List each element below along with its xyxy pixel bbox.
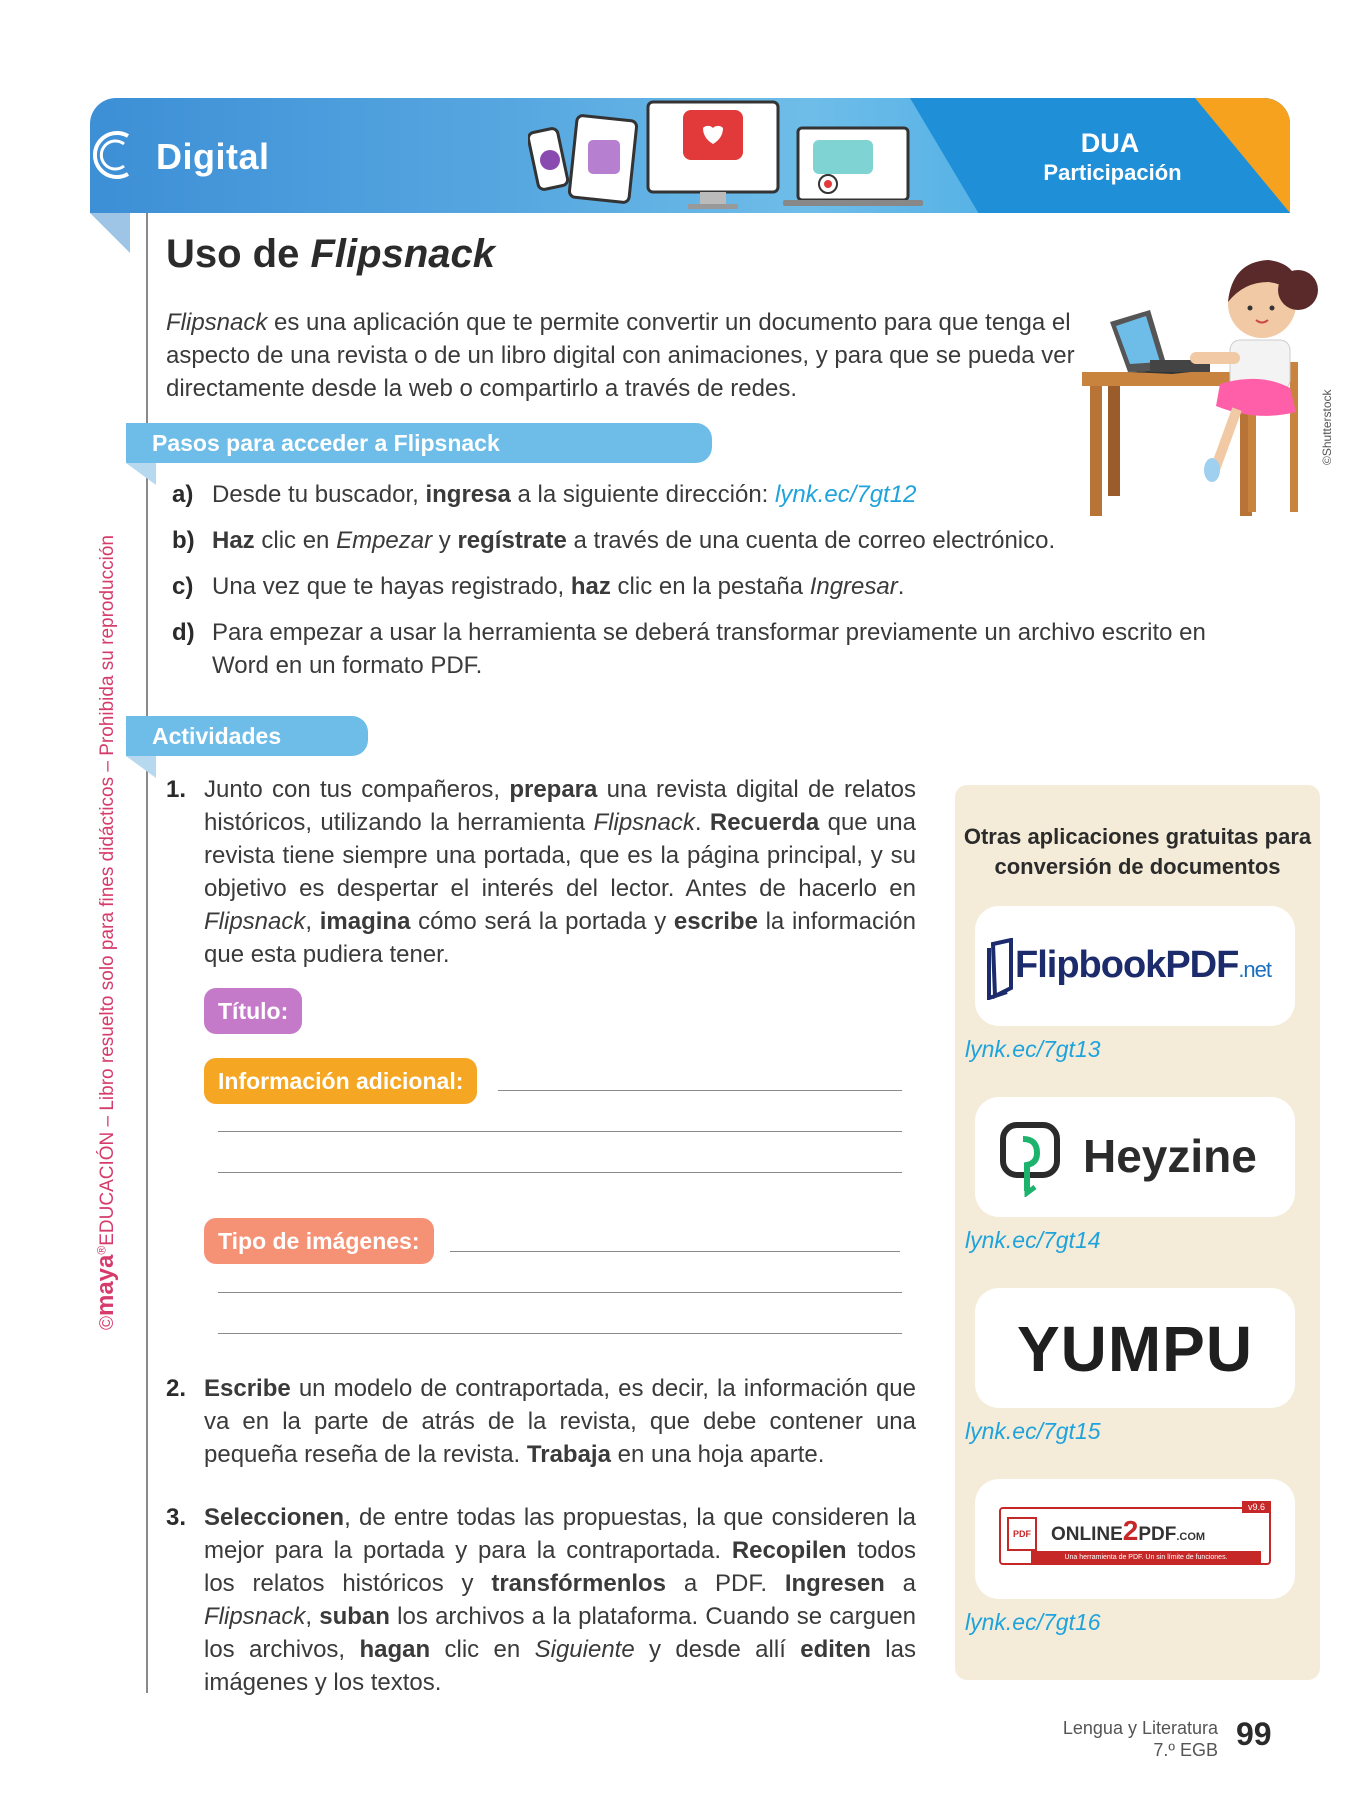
flipbook-logo-icon: [987, 938, 1015, 1000]
pdf-badge-icon: PDF: [1007, 1517, 1037, 1551]
flipbookpdf-link[interactable]: lynk.ec/7gt13: [965, 1036, 1101, 1062]
online2pdf-logo: PDF ONLINE2PDF.COM v9.6 Una herramienta de PDF. Un sin límite de funciones.: [999, 1507, 1271, 1565]
banner-fold: [90, 213, 130, 253]
images-write-line[interactable]: [450, 1251, 900, 1252]
step-a: a) Desde tu buscador, ingresa a la siguiente dirección: lynk.ec/7gt12: [172, 481, 917, 508]
heyzine-link[interactable]: lynk.ec/7gt14: [965, 1227, 1101, 1253]
steps-section-label: Pasos para acceder a Flipsnack: [126, 423, 712, 463]
activity-2: 2. Escribe un modelo de contraportada, es decir, la información que va en la parte de atrás de la revista, que debe contener una pequeña reseña de la revista. Trabaja en una hoja aparte.: [166, 1375, 916, 1468]
activities-section-label: Actividades: [126, 716, 368, 756]
step-c: c) Una vez que te hayas registrado, haz clic en la pestaña Ingresar.: [172, 573, 905, 600]
info-field-label: Información adicional:: [204, 1058, 477, 1104]
yumpu-logo: YUMPU: [1016, 1313, 1254, 1385]
flipbook-logo: FlipbookPDF.net: [1015, 944, 1272, 986]
yumpu-link[interactable]: lynk.ec/7gt15: [965, 1418, 1101, 1444]
step-b: b) Haz clic en Empezar y regístrate a través de una cuenta de correo electrónico.: [172, 527, 1056, 554]
page-number: 99: [1236, 1716, 1272, 1752]
intro-paragraph: Flipsnack es una aplicación que te permite convertir un documento para que tenga el aspecto de una revista o de un libro digital con animaciones, y para que se pueda ver directamente desde la web o compartirlo a través de redes.: [166, 309, 1075, 402]
activity-1: 1. Junto con tus compañeros, prepara una revista digital de relatos históricos, utilizando la herramienta Flipsnack. Recuerda que una revista tiene siempre una portada, que es la página principal, y su objetivo es despertar el interés del lector. Antes de hacerlo en Flipsnack, imagina cómo será la portada y escribe la información que esta pudiera tener.: [166, 776, 917, 968]
images-field-label: Tipo de imágenes:: [204, 1218, 434, 1264]
title-field-label: Título:: [204, 988, 302, 1034]
image-credit: ©Shutterstock: [1320, 389, 1334, 465]
online2pdf-link[interactable]: lynk.ec/7gt16: [965, 1609, 1101, 1635]
footer-grade: 7.º EGB: [1153, 1740, 1218, 1760]
page-title: Uso de Flipsnack: [166, 232, 495, 276]
heyzine-card: [975, 1097, 1295, 1217]
yumpu-card: [975, 1288, 1295, 1408]
dua-title: DUA: [1080, 128, 1140, 158]
heyzine-logo-icon: [997, 1119, 1063, 1197]
copyright-notice: ©maya®EDUCACIÓN – Libro resuelto solo para fines didácticos – Prohibida su reproducción: [92, 535, 119, 1330]
online2pdf-card: [975, 1479, 1295, 1599]
info-write-line[interactable]: [498, 1090, 902, 1091]
step-d: d) Para empezar a usar la herramienta se deberá transformar previamente un archivo escrito en Word en un formato PDF.: [172, 619, 1206, 679]
flipsnack-link[interactable]: lynk.ec/7gt12: [775, 481, 917, 508]
info-write-line[interactable]: [218, 1172, 902, 1173]
steps-list: [172, 478, 1232, 695]
devices-illustration-icon: [528, 100, 948, 220]
images-write-line[interactable]: [218, 1292, 902, 1293]
section-title: Digital: [156, 136, 270, 177]
apps-panel-title: Otras aplicaciones gratuitas para conversión de documentos: [963, 824, 1312, 879]
info-write-line[interactable]: [218, 1131, 902, 1132]
digital-section-icon: [90, 128, 134, 182]
footer-subject: Lengua y Literatura: [1062, 1718, 1218, 1738]
images-write-line[interactable]: [218, 1333, 902, 1334]
heyzine-logo: Heyzine: [1083, 1130, 1257, 1182]
flipbookpdf-card: [975, 906, 1295, 1026]
activity-3: 3. Seleccionen, de entre todas las propuestas, la que consideren la mejor para la portada y para la contraportada. Recopilen todos los relatos históricos y transfórmenlos a PDF. Ingresen a Flipsnack, suban los archivos a la plataforma. Cuando se carguen los archivos, hagan clic en Siguiente y desde allí editen las imágenes y los textos.: [166, 1504, 917, 1696]
dua-subtitle: Participación: [1043, 160, 1182, 185]
